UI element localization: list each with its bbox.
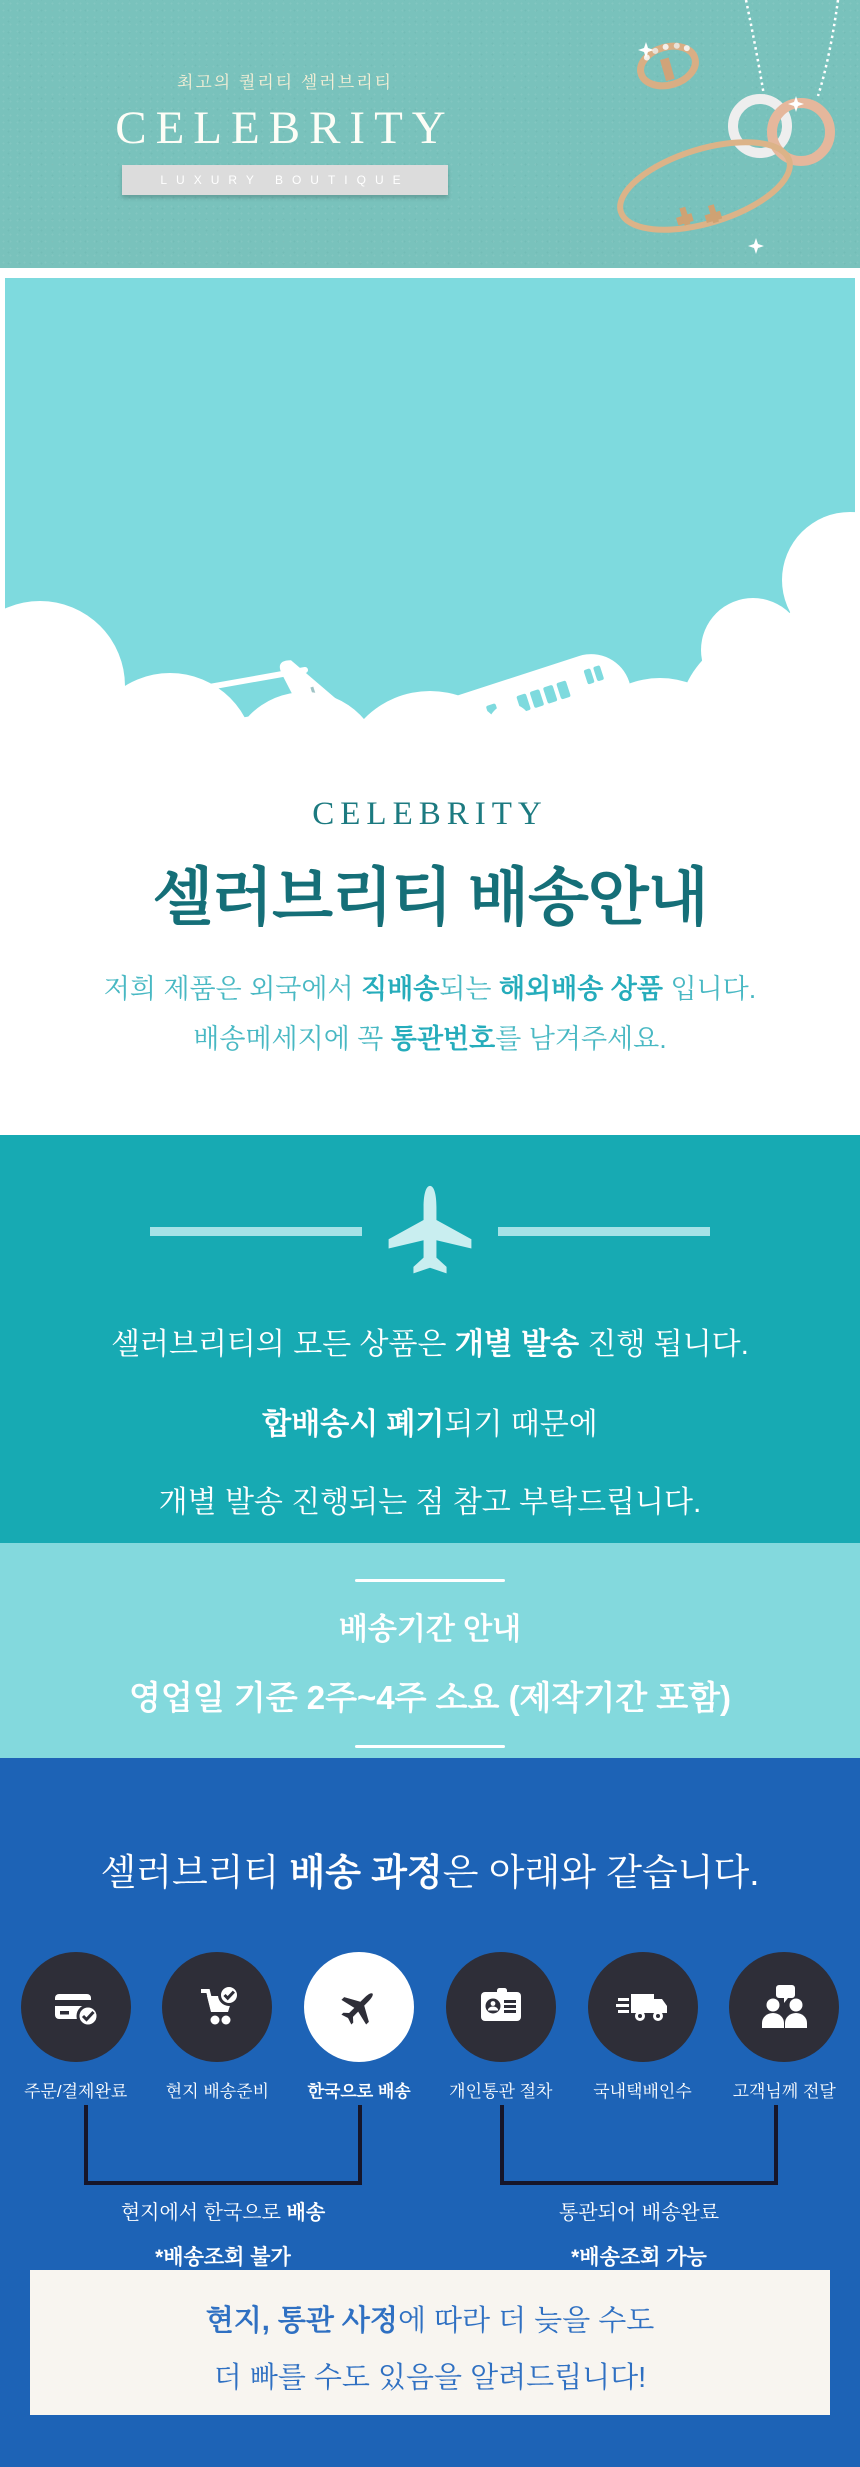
rule-top [355, 1579, 505, 1582]
airplane-divider [0, 1135, 860, 1281]
notice-box [30, 2270, 830, 2415]
step-circle [729, 1952, 839, 2062]
group-left-note: *배송조회 불가 [155, 2246, 291, 2269]
luxury-boutique-badge: LUXURY BOUTIQUE [122, 165, 448, 195]
intro-paragraph [0, 964, 860, 1064]
process-heading: 셀러브리티 배송 과정은 아래와 같습니다. [100, 1852, 760, 1893]
individual-line-1: 셀러브리티의 모든 상품은 개별 발송 진행 됩니다. [111, 1328, 749, 1361]
airplane-icon [333, 1981, 385, 2033]
period-subtitle: 영업일 기준 2주~4주 소요 (제작기간 포함) [129, 1679, 731, 1716]
step-local-preparation [151, 1952, 283, 2102]
airplane-sky-banner [5, 278, 855, 740]
group-right-text [500, 2196, 778, 2271]
step-circle [588, 1952, 698, 2062]
step-circle-highlight [304, 1952, 414, 2062]
group-left-label: 현지에서 한국으로 배송 [120, 2202, 326, 2224]
step-deliver-to-customer [718, 1952, 850, 2102]
individual-line-2: 합배송시 폐기되기 때문에 [262, 1408, 598, 1441]
brand-tagline: 최고의 퀄리티 셀러브리티 [176, 73, 394, 92]
group-left-text [84, 2196, 362, 2271]
top-view-airplane-icon [384, 1181, 476, 1281]
bracket-left [84, 2105, 362, 2185]
intro-line-2: 배송메세지에 꼭 통관번호를 남겨주세요. [193, 1024, 667, 1054]
divider-line-right [498, 1227, 710, 1236]
intro-brand-text: CELEBRITY [312, 796, 548, 832]
step-label: 국내택배인수 [593, 2082, 692, 2101]
brand-header [0, 0, 860, 268]
step-ship-to-korea [293, 1952, 425, 2102]
diamond-ring-icon [635, 37, 700, 92]
delivery-truck-icon [615, 1979, 671, 2035]
rule-bottom [355, 1745, 505, 1748]
bangle-icon [610, 125, 800, 248]
individual-shipping-section [0, 1135, 860, 1543]
brand-logo-text: CELEBRITY [115, 102, 455, 154]
divider-line-left [150, 1227, 362, 1236]
airplane-illustration [5, 278, 855, 740]
intro-line-1: 저희 제품은 외국에서 직배송되는 해외배송 상품 입니다. [103, 974, 757, 1004]
shipping-intro-section [0, 740, 860, 1135]
step-circle [162, 1952, 272, 2062]
people-chat-icon [756, 1979, 812, 2035]
group-right-note: *배송조회 가능 [571, 2246, 707, 2269]
necklace-chain-icon [746, 0, 764, 96]
group-right-label: 통관되어 배송완료 [558, 2202, 720, 2224]
step-customs-clearance [435, 1952, 567, 2102]
shipping-period-section [0, 1543, 860, 1758]
step-circle [446, 1952, 556, 2062]
step-domestic-courier [577, 1952, 709, 2102]
step-label-highlight: 한국으로 배송 [307, 2082, 411, 2101]
step-label: 현지 배송준비 [165, 2082, 270, 2101]
step-label: 고객님께 전달 [732, 2082, 836, 2101]
jewelry-image [550, 0, 860, 262]
credit-card-check-icon [48, 1979, 104, 2035]
notice-line-1: 현지, 통관 사정에 따라 더 늦을 수도 [205, 2305, 655, 2337]
shipping-process-section [0, 1758, 860, 2467]
step-order-payment [10, 1952, 142, 2102]
notice-line-2: 더 빠를 수도 있음을 알려드립니다! [213, 2362, 647, 2394]
process-steps [0, 1952, 860, 2102]
bracket-right [500, 2105, 778, 2185]
brand-block [0, 0, 570, 195]
id-card-icon [473, 1979, 529, 2035]
step-label: 개인통관 절차 [449, 2082, 553, 2101]
period-title: 배송기간 안내 [338, 1613, 522, 1646]
step-circle [21, 1952, 131, 2062]
cart-check-icon [189, 1979, 245, 2035]
page-title: 셀러브리티 배송안내 [152, 863, 708, 933]
step-label: 주문/결제완료 [24, 2082, 128, 2101]
individual-line-3: 개별 발송 진행되는 점 참고 부탁드립니다. [158, 1486, 702, 1519]
section-gap [0, 268, 860, 278]
